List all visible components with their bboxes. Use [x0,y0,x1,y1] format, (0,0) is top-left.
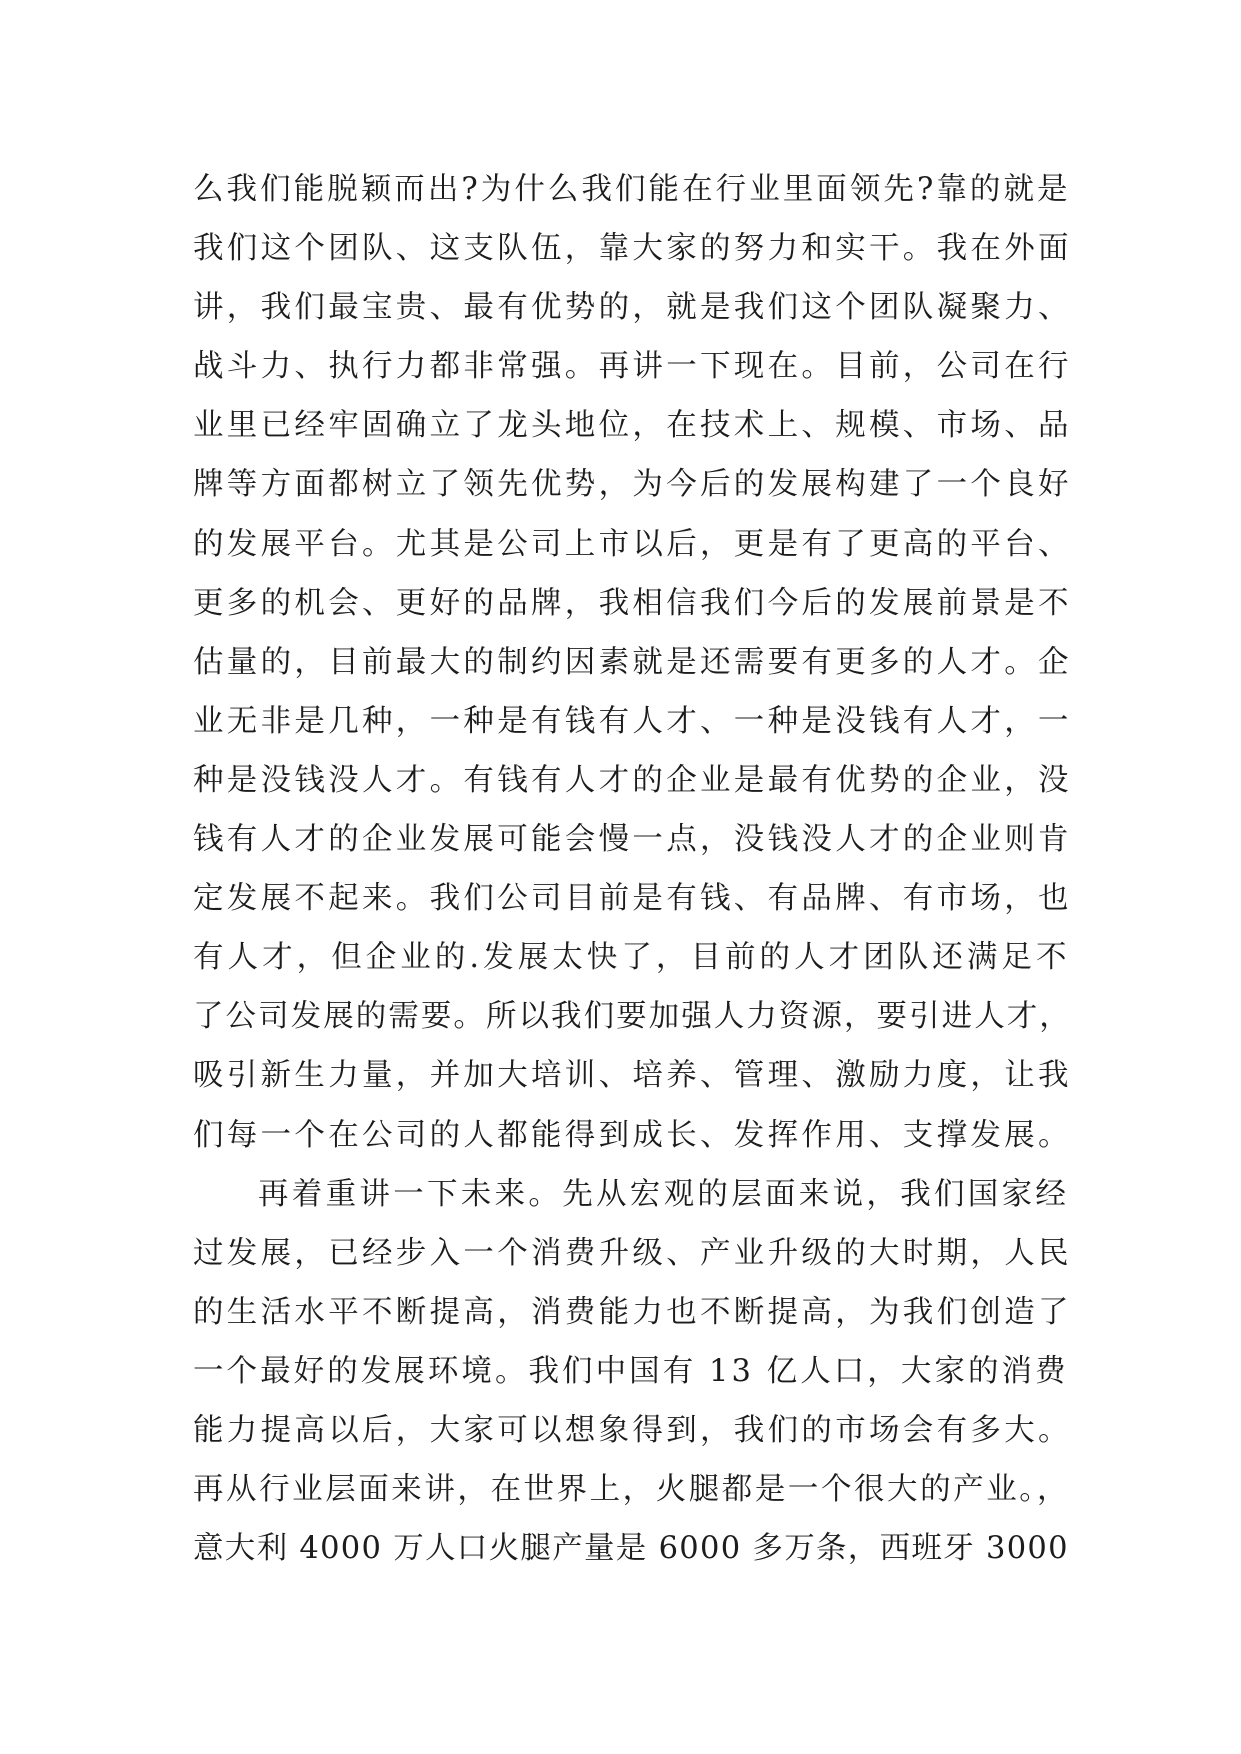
text-line: 意大利 4000 万人口火腿产量是 6000 多万条，西班牙 3000 [193,1531,1069,1567]
text-line: 战斗力、执行力都非常强。再讲一下现在。目前，公司在行 [193,349,1072,385]
text-line: 我们这个团队、这支队伍，靠大家的努力和实干。我在外面 [193,231,1072,267]
text-line: 一个最好的发展环境。我们中国有 13 亿人口，大家的消费 [193,1353,1069,1389]
paragraph-first-line: 再着重讲一下未来。先从宏观的层面来说，我们国家经 [258,1176,1070,1212]
text-line: 的发展平台。尤其是公司上市以后，更是有了更高的平台、 [193,526,1072,562]
text-line: 吸引新生力量，并加大培训、培养、管理、激励力度，让我 [193,1058,1072,1094]
text-line: 能力提高以后，大家可以想象得到，我们的市场会有多大。 [193,1412,1072,1448]
text-line: 定发展不起来。我们公司目前是有钱、有品牌、有市场，也 [193,881,1072,917]
text-line: 了公司发展的需要。所以我们要加强人力资源，要引进人才， [193,999,1072,1035]
text-line: 过发展，已经步入一个消费升级、产业升级的大时期，人民 [193,1235,1072,1271]
text-line: 讲，我们最宝贵、最有优势的，就是我们这个团队凝聚力、 [193,290,1072,326]
text-line: 么我们能脱颖而出?为什么我们能在行业里面领先?靠的就是 [193,172,1071,207]
text-line: 牌等方面都树立了领先优势，为今后的发展构建了一个良好 [193,467,1072,503]
text-line: 再从行业层面来讲，在世界上，火腿都是一个很大的产业。， [193,1472,1071,1508]
text-line: 种是没钱没人才。有钱有人才的企业是最有优势的企业，没 [193,762,1072,798]
text-line: 更多的机会、更好的品牌，我相信我们今后的发展前景是不 [193,585,1072,621]
text-line: 的生活水平不断提高，消费能力也不断提高，为我们创造了 [193,1294,1072,1330]
text-line: 业里已经牢固确立了龙头地位，在技术上、规模、市场、品 [193,408,1072,444]
text-line: 估量的，目前最大的制约因素就是还需要有更多的人才。企 [193,644,1072,680]
text-line: 业无非是几种，一种是有钱有人才、一种是没钱有人才，一 [193,703,1072,739]
body-text [193,160,1073,1578]
text-line: 有人才，但企业的.发展太快了，目前的人才团队还满足不 [193,940,1071,976]
text-line: 钱有人才的企业发展可能会慢一点，没钱没人才的企业则肯 [193,822,1072,858]
text-line: 们每一个在公司的人都能得到成长、发挥作用、支撑发展。 [193,1117,1072,1153]
